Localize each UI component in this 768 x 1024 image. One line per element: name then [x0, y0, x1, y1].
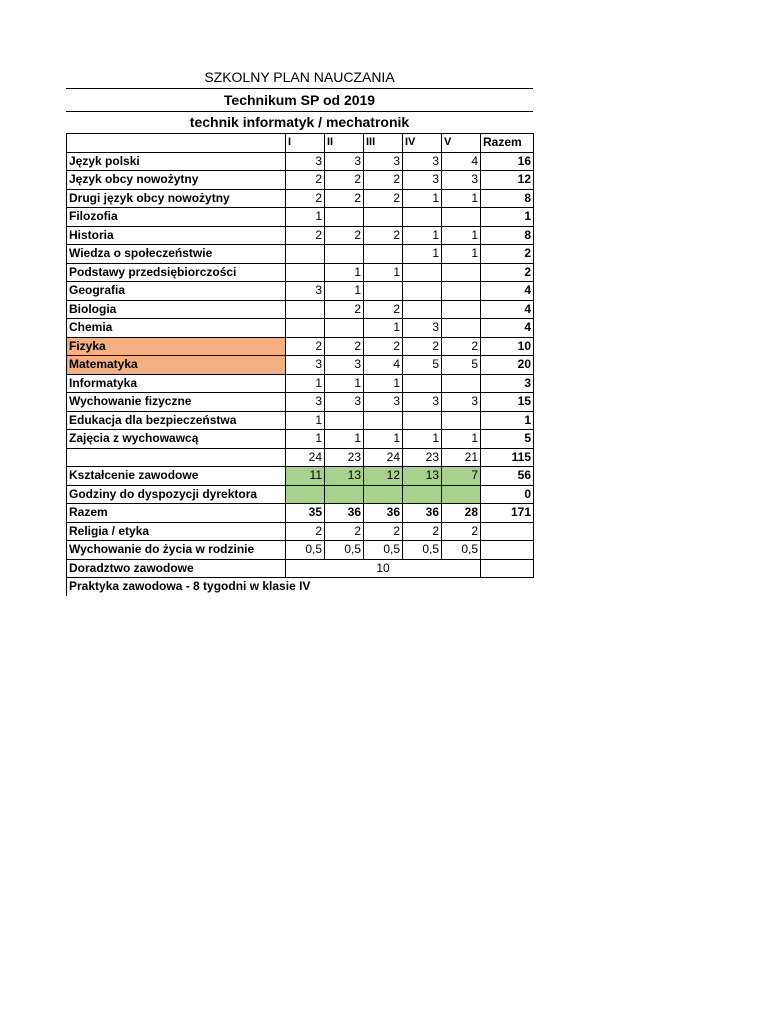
hours-cell: 1 [403, 245, 442, 264]
header-class-iv: IV [403, 134, 442, 153]
hours-cell: 2 [403, 337, 442, 356]
row-total: 0 [481, 485, 534, 504]
subtotal-row [67, 448, 534, 467]
hours-cell: 2 [286, 189, 325, 208]
hours-cell: 2 [325, 189, 364, 208]
hours-cell: 0,5 [403, 541, 442, 560]
hours-cell: 3 [364, 393, 403, 412]
hours-cell [286, 485, 325, 504]
hours-cell [442, 282, 481, 301]
hours-cell: 1 [403, 226, 442, 245]
subject-row [67, 226, 534, 245]
subject-name: Wychowanie do życia w rodzinie [67, 541, 286, 560]
hours-cell: 36 [364, 504, 403, 523]
header-row [67, 134, 534, 153]
hours-cell [403, 411, 442, 430]
hours-cell: 0,5 [325, 541, 364, 560]
profession-title: technik informatyk / mechatronik [189, 114, 410, 130]
hours-cell [364, 208, 403, 227]
row-total: 2 [481, 245, 534, 264]
row-total: 4 [481, 300, 534, 319]
subject-name: Fizyka [67, 337, 286, 356]
hours-cell: 2 [286, 171, 325, 190]
hours-cell: 2 [364, 171, 403, 190]
subject-row [67, 245, 534, 264]
hours-cell [442, 485, 481, 504]
hours-cell: 3 [325, 356, 364, 375]
hours-cell: 12 [364, 467, 403, 486]
row-total: 1 [481, 208, 534, 227]
hours-cell: 3 [286, 152, 325, 171]
hours-cell: 2 [442, 522, 481, 541]
hours-cell [286, 319, 325, 338]
row-total: 12 [481, 171, 534, 190]
subject-name: Zajęcia z wychowawcą [67, 430, 286, 449]
hours-cell: 35 [286, 504, 325, 523]
hours-cell [442, 208, 481, 227]
vocational-row [67, 467, 534, 486]
hours-cell: 1 [364, 374, 403, 393]
hours-cell: 7 [442, 467, 481, 486]
hours-cell [364, 282, 403, 301]
family-row [67, 541, 534, 560]
subject-row [67, 171, 534, 190]
row-total: 20 [481, 356, 534, 375]
subject-row [67, 319, 534, 338]
subject-name: Godziny do dyspozycji dyrektora [67, 485, 286, 504]
row-total: 10 [481, 337, 534, 356]
hours-cell: 13 [325, 467, 364, 486]
hours-cell: 1 [364, 430, 403, 449]
subject-row [67, 393, 534, 412]
hours-cell [364, 411, 403, 430]
hours-cell [403, 300, 442, 319]
row-total: 171 [481, 504, 534, 523]
subject-row [67, 189, 534, 208]
hours-cell: 0,5 [286, 541, 325, 560]
hours-cell: 1 [286, 208, 325, 227]
hours-cell [325, 485, 364, 504]
header-total: Razem [481, 134, 534, 153]
hours-cell [325, 411, 364, 430]
hours-cell: 2 [364, 522, 403, 541]
sheet-title: SZKOLNY PLAN NAUCZANIA [66, 66, 533, 89]
header-class-iii: III [364, 134, 403, 153]
hours-cell: 3 [442, 393, 481, 412]
subject-name: Drugi język obcy nowożytny [67, 189, 286, 208]
hours-cell [403, 485, 442, 504]
hours-cell: 28 [442, 504, 481, 523]
hours-cell: 2 [364, 189, 403, 208]
hours-cell: 2 [364, 226, 403, 245]
subject-row [67, 374, 534, 393]
career-hours: 10 [286, 559, 481, 578]
hours-cell: 1 [286, 430, 325, 449]
row-total: 56 [481, 467, 534, 486]
hours-cell [403, 374, 442, 393]
hours-cell: 3 [325, 152, 364, 171]
hours-cell: 2 [325, 300, 364, 319]
hours-cell [325, 208, 364, 227]
subject-name: Informatyka [67, 374, 286, 393]
hours-cell: 1 [325, 374, 364, 393]
subject-name: Edukacja dla bezpieczeństwa [67, 411, 286, 430]
hours-cell [286, 300, 325, 319]
row-total: 2 [481, 263, 534, 282]
row-total: 3 [481, 374, 534, 393]
subtotal-cell: 21 [442, 448, 481, 467]
hours-cell: 4 [442, 152, 481, 171]
row-total: 1 [481, 411, 534, 430]
row-total: 8 [481, 189, 534, 208]
hours-cell: 3 [403, 152, 442, 171]
subtotal-cell: 24 [286, 448, 325, 467]
practice-note: Praktyka zawodowa - 8 tygodni w klasie IV [66, 578, 533, 596]
hours-cell: 11 [286, 467, 325, 486]
hours-cell: 2 [325, 522, 364, 541]
subject-row [67, 411, 534, 430]
director-row [67, 485, 534, 504]
subject-row [67, 263, 534, 282]
subtotal-label [67, 448, 286, 467]
hours-cell: 4 [364, 356, 403, 375]
hours-cell: 1 [403, 189, 442, 208]
hours-cell [364, 245, 403, 264]
subtotal-cell: 23 [325, 448, 364, 467]
row-total: 4 [481, 319, 534, 338]
hours-cell: 3 [286, 282, 325, 301]
subject-name: Doradztwo zawodowe [67, 559, 286, 578]
hours-cell [442, 411, 481, 430]
subtotal-cell: 23 [403, 448, 442, 467]
hours-cell: 3 [442, 171, 481, 190]
hours-cell: 0,5 [442, 541, 481, 560]
hours-cell: 1 [442, 226, 481, 245]
header-class-v: V [442, 134, 481, 153]
hours-cell: 5 [442, 356, 481, 375]
hours-cell [286, 245, 325, 264]
subject-row [67, 208, 534, 227]
subject-name: Podstawy przedsiębiorczości [67, 263, 286, 282]
hours-cell [442, 300, 481, 319]
header-subject-cell [67, 134, 286, 153]
curriculum-table [66, 133, 534, 578]
row-total: 15 [481, 393, 534, 412]
hours-cell: 1 [442, 189, 481, 208]
hours-cell: 2 [325, 226, 364, 245]
hours-cell: 3 [325, 393, 364, 412]
hours-cell: 1 [442, 245, 481, 264]
hours-cell: 3 [403, 393, 442, 412]
hours-cell [325, 245, 364, 264]
hours-cell: 13 [403, 467, 442, 486]
hours-cell: 2 [364, 300, 403, 319]
hours-cell: 2 [403, 522, 442, 541]
hours-cell: 2 [325, 171, 364, 190]
subtotal-cell: 24 [364, 448, 403, 467]
subject-name: Chemia [67, 319, 286, 338]
hours-cell: 1 [442, 430, 481, 449]
row-total [481, 559, 534, 578]
hours-cell: 1 [364, 263, 403, 282]
row-total [481, 522, 534, 541]
subject-name: Matematyka [67, 356, 286, 375]
subject-name: Filozofia [67, 208, 286, 227]
subject-row [67, 152, 534, 171]
subject-name: Razem [67, 504, 286, 523]
subject-name: Religia / etyka [67, 522, 286, 541]
hours-cell: 1 [325, 282, 364, 301]
hours-cell: 3 [403, 171, 442, 190]
school-title: Technikum SP od 2019 [66, 89, 533, 112]
curriculum-sheet [66, 66, 533, 596]
hours-cell [364, 485, 403, 504]
hours-cell [442, 319, 481, 338]
hours-cell: 1 [364, 319, 403, 338]
row-total: 16 [481, 152, 534, 171]
row-total: 8 [481, 226, 534, 245]
hours-cell [286, 263, 325, 282]
row-total [481, 541, 534, 560]
hours-cell [403, 282, 442, 301]
hours-cell [403, 263, 442, 282]
hours-cell: 3 [286, 393, 325, 412]
subject-row [67, 300, 534, 319]
hours-cell: 2 [325, 337, 364, 356]
hours-cell: 3 [403, 319, 442, 338]
subject-row [67, 337, 534, 356]
hours-cell: 3 [364, 152, 403, 171]
subtotal-total: 115 [481, 448, 534, 467]
hours-cell [325, 319, 364, 338]
subject-row [67, 282, 534, 301]
hours-cell: 2 [442, 337, 481, 356]
hours-cell: 1 [286, 374, 325, 393]
subject-name: Wychowanie fizyczne [67, 393, 286, 412]
hours-cell: 1 [286, 411, 325, 430]
hours-cell: 2 [286, 522, 325, 541]
career-row [67, 559, 534, 578]
subject-row [67, 356, 534, 375]
religion-row [67, 522, 534, 541]
subject-name: Wiedza o społeczeństwie [67, 245, 286, 264]
hours-cell [403, 208, 442, 227]
subject-name: Geografia [67, 282, 286, 301]
grand-total-row [67, 504, 534, 523]
header-class-i: I [286, 134, 325, 153]
row-total: 5 [481, 430, 534, 449]
hours-cell: 2 [286, 226, 325, 245]
subject-name: Kształcenie zawodowe [67, 467, 286, 486]
subject-name: Historia [67, 226, 286, 245]
hours-cell [442, 374, 481, 393]
subject-row [67, 430, 534, 449]
hours-cell [442, 263, 481, 282]
hours-cell: 36 [325, 504, 364, 523]
hours-cell: 0,5 [364, 541, 403, 560]
hours-cell: 36 [403, 504, 442, 523]
hours-cell: 2 [286, 337, 325, 356]
hours-cell: 1 [325, 263, 364, 282]
header-class-ii: II [325, 134, 364, 153]
hours-cell: 3 [286, 356, 325, 375]
subject-name: Język obcy nowożytny [67, 171, 286, 190]
subject-name: Język polski [67, 152, 286, 171]
hours-cell: 1 [325, 430, 364, 449]
subject-name: Biologia [67, 300, 286, 319]
row-total: 4 [481, 282, 534, 301]
hours-cell: 1 [403, 430, 442, 449]
hours-cell: 2 [364, 337, 403, 356]
hours-cell: 5 [403, 356, 442, 375]
